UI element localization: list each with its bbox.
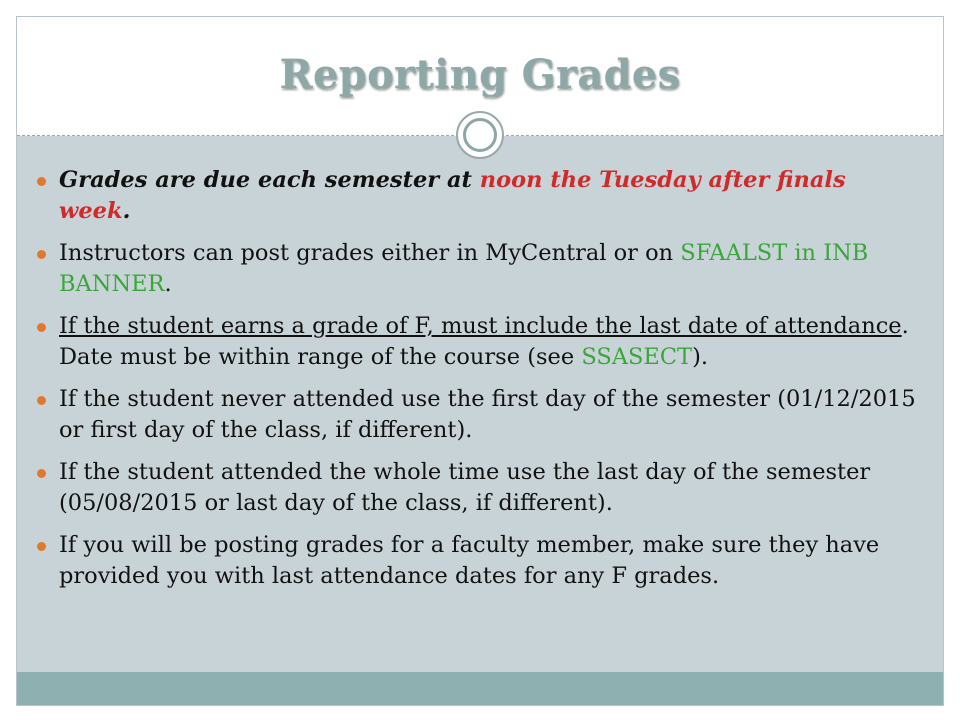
bullet-text: ). — [692, 344, 708, 370]
bullet-emphasis: noon the Tuesday after finals week — [59, 167, 846, 224]
bullet-text: . — [122, 198, 131, 224]
bullet-text: . — [164, 271, 172, 297]
bullet-dot-icon — [37, 323, 46, 332]
bullet-whole-time — [37, 457, 917, 519]
bullet-dot-icon — [37, 469, 46, 478]
bullet-grade-f — [37, 311, 917, 373]
ring-inner-icon — [463, 118, 497, 152]
bullet-text: Instructors can post grades either in MyCentral or on — [59, 240, 681, 266]
bullet-emphasis: SFAALST in INB BANNER — [59, 240, 869, 297]
footer-bar — [17, 672, 943, 705]
ring-ornament-icon — [456, 111, 504, 159]
bullet-dot-icon — [37, 250, 46, 259]
bullet-emphasis: SSASECT — [581, 344, 693, 370]
bullet-dot-icon — [37, 396, 46, 405]
bullet-grades-due — [37, 165, 917, 227]
bullet-list — [37, 165, 917, 603]
bullet-underlined-text: If the student earns a grade of F, must include the last date of attendance — [59, 313, 902, 339]
page-title: Reporting Grades — [279, 51, 681, 98]
bullet-text: If the student never attended use the first day of the semester (01/12/2015 or first day of the class, if different). — [59, 386, 916, 443]
bullet-never-attended — [37, 384, 917, 446]
slide-frame — [16, 16, 944, 706]
bullet-text: If the student attended the whole time use the last day of the semester (05/08/2015 or last day of the class, if different). — [59, 459, 871, 516]
bullet-dot-icon — [37, 177, 46, 186]
bullet-text: . Date must be within range of the course (see — [59, 313, 909, 370]
bullet-text: Grades are due each semester at — [59, 167, 480, 193]
bullet-text: If you will be posting grades for a faculty member, make sure they have provided you with last attendance dates for any F grades. — [59, 532, 880, 589]
bullet-post-grades — [37, 238, 917, 300]
bullet-faculty-member — [37, 530, 917, 592]
bullet-dot-icon — [37, 542, 46, 551]
